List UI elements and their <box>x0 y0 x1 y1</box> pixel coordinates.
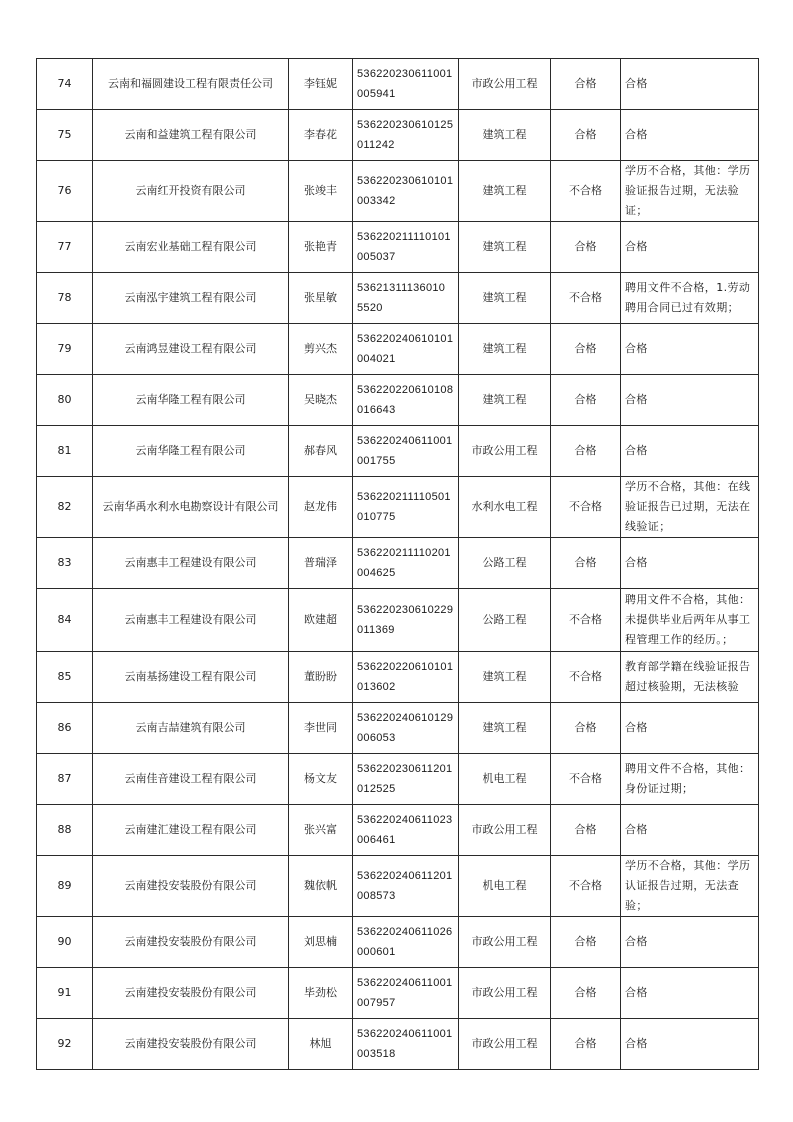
row-number: 80 <box>37 375 93 426</box>
major-specialty: 建筑工程 <box>459 324 551 375</box>
company-name: 云南惠丰工程建设有限公司 <box>93 589 289 652</box>
review-result: 不合格 <box>551 652 621 703</box>
major-specialty: 市政公用工程 <box>459 805 551 856</box>
review-result: 不合格 <box>551 856 621 917</box>
certificate-number: 536220240611201008573 <box>353 856 459 917</box>
review-result: 合格 <box>551 375 621 426</box>
row-number: 90 <box>37 917 93 968</box>
review-result: 合格 <box>551 703 621 754</box>
company-name: 云南泓宇建筑工程有限公司 <box>93 273 289 324</box>
certificate-number: 536220240611023006461 <box>353 805 459 856</box>
certificate-number: 536220230611001005941 <box>353 59 459 110</box>
person-name: 李钰妮 <box>289 59 353 110</box>
review-result: 合格 <box>551 324 621 375</box>
major-specialty: 公路工程 <box>459 538 551 589</box>
person-name: 张星敏 <box>289 273 353 324</box>
company-name: 云南和福圆建设工程有限责任公司 <box>93 59 289 110</box>
review-remark: 合格 <box>621 538 759 589</box>
company-name: 云南吉喆建筑有限公司 <box>93 703 289 754</box>
major-specialty: 市政公用工程 <box>459 426 551 477</box>
review-result: 不合格 <box>551 161 621 222</box>
review-remark: 学历不合格，其他：学历认证报告过期，无法查验； <box>621 856 759 917</box>
certificate-number: 536220240611026000601 <box>353 917 459 968</box>
review-result: 不合格 <box>551 273 621 324</box>
major-specialty: 建筑工程 <box>459 273 551 324</box>
certificate-number: 536220230610229011369 <box>353 589 459 652</box>
certificate-number: 53621311136010 5520 <box>353 273 459 324</box>
table-row <box>37 273 759 324</box>
table-row <box>37 375 759 426</box>
review-result: 合格 <box>551 59 621 110</box>
certificate-number: 536220240610101004021 <box>353 324 459 375</box>
table-row <box>37 917 759 968</box>
review-remark: 教育部学籍在线验证报告超过核验期，无法核验 <box>621 652 759 703</box>
table-row <box>37 161 759 222</box>
major-specialty: 建筑工程 <box>459 375 551 426</box>
certificate-number: 536220240611001003518 <box>353 1019 459 1070</box>
certificate-number: 536220230611201012525 <box>353 754 459 805</box>
major-specialty: 建筑工程 <box>459 652 551 703</box>
review-result: 不合格 <box>551 477 621 538</box>
certificate-number: 536220230610101003342 <box>353 161 459 222</box>
table-row <box>37 222 759 273</box>
review-remark: 合格 <box>621 324 759 375</box>
company-name: 云南建投安装股份有限公司 <box>93 1019 289 1070</box>
company-name: 云南华隆工程有限公司 <box>93 426 289 477</box>
review-remark: 合格 <box>621 968 759 1019</box>
person-name: 刘思楠 <box>289 917 353 968</box>
review-remark: 合格 <box>621 59 759 110</box>
company-name: 云南建投安装股份有限公司 <box>93 856 289 917</box>
major-specialty: 公路工程 <box>459 589 551 652</box>
review-result: 合格 <box>551 1019 621 1070</box>
row-number: 83 <box>37 538 93 589</box>
person-name: 魏依帆 <box>289 856 353 917</box>
review-result: 不合格 <box>551 589 621 652</box>
table-row <box>37 59 759 110</box>
certificate-number: 536220240611001007957 <box>353 968 459 1019</box>
row-number: 92 <box>37 1019 93 1070</box>
person-name: 普瑞泽 <box>289 538 353 589</box>
certificate-number: 536220240611001001755 <box>353 426 459 477</box>
review-remark: 合格 <box>621 805 759 856</box>
certificate-number: 536220230610125011242 <box>353 110 459 161</box>
table-row <box>37 754 759 805</box>
row-number: 74 <box>37 59 93 110</box>
person-name: 董盼盼 <box>289 652 353 703</box>
person-name: 郝春风 <box>289 426 353 477</box>
review-remark: 合格 <box>621 375 759 426</box>
certificate-number: 536220240610129006053 <box>353 703 459 754</box>
table-row <box>37 703 759 754</box>
certificate-number: 536220211110501010775 <box>353 477 459 538</box>
major-specialty: 建筑工程 <box>459 222 551 273</box>
person-name: 李世同 <box>289 703 353 754</box>
person-name: 毕劲松 <box>289 968 353 1019</box>
certificate-number: 536220220610101013602 <box>353 652 459 703</box>
review-result: 合格 <box>551 222 621 273</box>
major-specialty: 水利水电工程 <box>459 477 551 538</box>
person-name: 林旭 <box>289 1019 353 1070</box>
company-name: 云南建投安装股份有限公司 <box>93 968 289 1019</box>
row-number: 78 <box>37 273 93 324</box>
person-name: 吴晓杰 <box>289 375 353 426</box>
review-remark: 学历不合格，其他：在线验证报告已过期，无法在线验证； <box>621 477 759 538</box>
row-number: 79 <box>37 324 93 375</box>
row-number: 85 <box>37 652 93 703</box>
review-result: 合格 <box>551 110 621 161</box>
company-name: 云南红开投资有限公司 <box>93 161 289 222</box>
person-name: 张艳青 <box>289 222 353 273</box>
table-row <box>37 426 759 477</box>
major-specialty: 建筑工程 <box>459 161 551 222</box>
review-result: 合格 <box>551 426 621 477</box>
table-row <box>37 477 759 538</box>
certificate-number: 536220211110101005037 <box>353 222 459 273</box>
table-row <box>37 110 759 161</box>
company-name: 云南华禹水利水电勘察设计有限公司 <box>93 477 289 538</box>
table-row <box>37 1019 759 1070</box>
person-name: 李春花 <box>289 110 353 161</box>
table-row <box>37 589 759 652</box>
company-name: 云南基扬建设工程有限公司 <box>93 652 289 703</box>
row-number: 89 <box>37 856 93 917</box>
company-name: 云南宏业基础工程有限公司 <box>93 222 289 273</box>
results-table <box>36 58 759 1070</box>
major-specialty: 机电工程 <box>459 754 551 805</box>
certificate-number: 536220211110201004625 <box>353 538 459 589</box>
company-name: 云南建投安装股份有限公司 <box>93 917 289 968</box>
person-name: 杨文友 <box>289 754 353 805</box>
major-specialty: 市政公用工程 <box>459 968 551 1019</box>
person-name: 赵龙伟 <box>289 477 353 538</box>
review-result: 不合格 <box>551 754 621 805</box>
review-remark: 合格 <box>621 917 759 968</box>
row-number: 86 <box>37 703 93 754</box>
review-result: 合格 <box>551 917 621 968</box>
major-specialty: 市政公用工程 <box>459 1019 551 1070</box>
row-number: 87 <box>37 754 93 805</box>
company-name: 云南佳音建设工程有限公司 <box>93 754 289 805</box>
review-remark: 合格 <box>621 703 759 754</box>
row-number: 76 <box>37 161 93 222</box>
row-number: 91 <box>37 968 93 1019</box>
major-specialty: 市政公用工程 <box>459 59 551 110</box>
row-number: 75 <box>37 110 93 161</box>
review-remark: 合格 <box>621 1019 759 1070</box>
person-name: 张兴富 <box>289 805 353 856</box>
company-name: 云南鸿昱建设工程有限公司 <box>93 324 289 375</box>
person-name: 剪兴杰 <box>289 324 353 375</box>
person-name: 欧建超 <box>289 589 353 652</box>
review-remark: 聘用文件不合格，其他：身份证过期； <box>621 754 759 805</box>
review-remark: 合格 <box>621 110 759 161</box>
row-number: 82 <box>37 477 93 538</box>
table-row <box>37 856 759 917</box>
table-row <box>37 324 759 375</box>
major-specialty: 机电工程 <box>459 856 551 917</box>
review-result: 合格 <box>551 538 621 589</box>
person-name: 张竣丰 <box>289 161 353 222</box>
table-row <box>37 805 759 856</box>
certificate-number: 536220220610108016643 <box>353 375 459 426</box>
company-name: 云南惠丰工程建设有限公司 <box>93 538 289 589</box>
row-number: 84 <box>37 589 93 652</box>
table-row <box>37 652 759 703</box>
review-result: 合格 <box>551 805 621 856</box>
company-name: 云南建汇建设工程有限公司 <box>93 805 289 856</box>
company-name: 云南和益建筑工程有限公司 <box>93 110 289 161</box>
major-specialty: 市政公用工程 <box>459 917 551 968</box>
major-specialty: 建筑工程 <box>459 703 551 754</box>
review-result: 合格 <box>551 968 621 1019</box>
major-specialty: 建筑工程 <box>459 110 551 161</box>
row-number: 88 <box>37 805 93 856</box>
table-body <box>37 59 759 1070</box>
review-remark: 合格 <box>621 426 759 477</box>
row-number: 81 <box>37 426 93 477</box>
review-remark: 聘用文件不合格，其他：未提供毕业后两年从事工程管理工作的经历。； <box>621 589 759 652</box>
company-name: 云南华隆工程有限公司 <box>93 375 289 426</box>
table-row <box>37 538 759 589</box>
review-remark: 聘用文件不合格，1.劳动聘用合同已过有效期； <box>621 273 759 324</box>
review-remark: 学历不合格，其他：学历验证报告过期，无法验证； <box>621 161 759 222</box>
review-remark: 合格 <box>621 222 759 273</box>
table-row <box>37 968 759 1019</box>
row-number: 77 <box>37 222 93 273</box>
